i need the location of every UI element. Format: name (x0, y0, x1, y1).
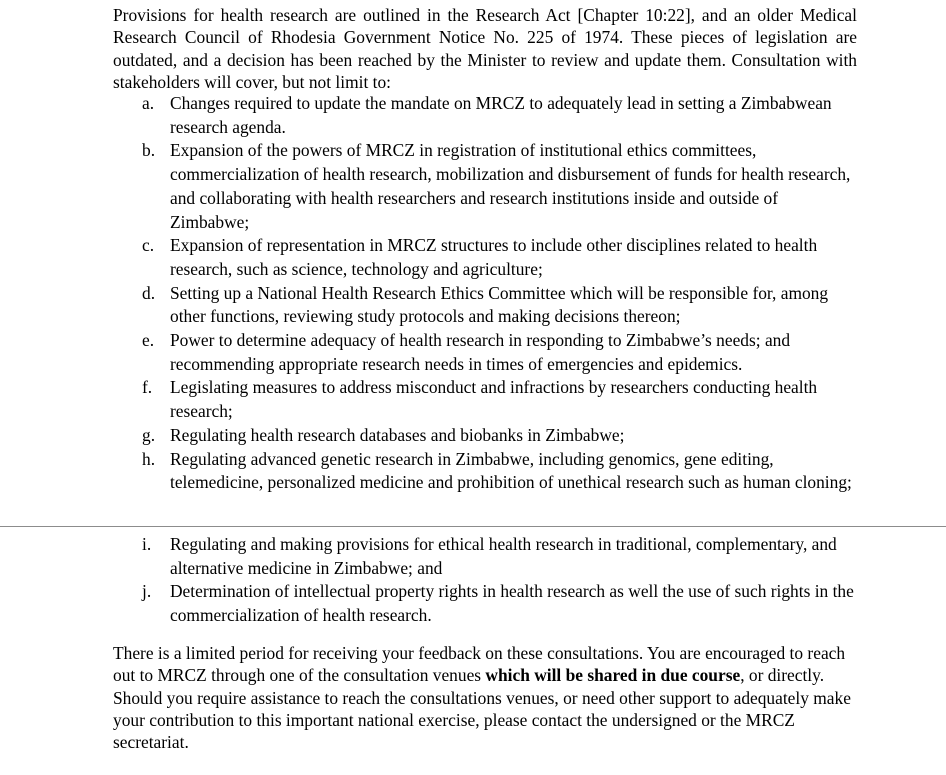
list-item (0, 376, 946, 423)
list-item (0, 139, 946, 234)
list-item-text: Regulating health research databases and biobanks in Zimbabwe; (170, 424, 625, 445)
list-item-text: Expansion of representation in MRCZ structures to include other disciplines related to health research, such as science, technology and agriculture; (170, 235, 818, 279)
list-item (0, 448, 946, 495)
page-break-divider (0, 526, 946, 527)
list-item-text: Regulating advanced genetic research in Zimbabwe, including genomics, gene editing, telemedicine, personalized medicine and prohibition of unethical research such as human cloning; (170, 448, 852, 493)
list-item-text: Power to determine adequacy of health research in responding to Zimbabwe’s needs; and recommending appropriate research needs in times of emergencies and epidemics. (170, 330, 791, 374)
list-marker: e. (142, 330, 155, 351)
list-marker: i. (142, 534, 152, 554)
list-item-text: Expansion of the powers of MRCZ in registration of institutional ethics committees, commercialization of health research, mobilization and disbursement of funds for health research, and collaborating with health researchers and research institutions inside and outside of Zimbabwe; (170, 140, 851, 232)
consultation-list-part-2 (0, 533, 946, 628)
list-item-text: Changes required to update the mandate on MRCZ to adequately lead in setting a Zimbabwean research agenda. (170, 93, 832, 137)
closing-text-start: There is a limited period for receiving your feedback on these consultations. You are encouraged to reach out to MRCZ through one of the consultation venues (113, 643, 846, 686)
list-item (0, 424, 946, 448)
list-marker: b. (142, 140, 156, 161)
closing-paragraph (113, 642, 859, 753)
closing-text-end: , or directly. Should you require assistance to reach the consultations venues, or need other support to adequately make your contribution to this important national exercise, please contact the undersigned or the MRCZ secretariat. (113, 665, 851, 753)
list-item-text: Setting up a National Health Research Ethics Committee which will be responsible for, among other functions, reviewing study protocols and making decisions thereon; (170, 282, 829, 327)
list-marker: h. (142, 448, 156, 469)
list-marker: c. (142, 235, 155, 256)
list-item-text: Determination of intellectual property rights in health research as well the use of such rights in the commercialization of health research. (170, 581, 854, 626)
closing-text-bold: which will be shared in due course (485, 665, 741, 686)
consultation-list-part-1 (0, 92, 946, 495)
list-item-text: Regulating and making provisions for ethical health research in traditional, complementary, and alternative medicine in Zimbabwe; and (170, 534, 837, 578)
list-item-text: Legislating measures to address misconduct and infractions by researchers conducting health research; (170, 377, 818, 422)
list-marker: g. (142, 424, 156, 445)
list-item (0, 329, 946, 376)
list-item (0, 533, 946, 580)
list-item (0, 234, 946, 281)
list-marker: a. (142, 93, 155, 113)
list-marker: d. (142, 282, 156, 303)
list-item (0, 580, 946, 627)
list-marker: f. (142, 377, 153, 398)
list-item (0, 92, 946, 139)
list-item (0, 282, 946, 329)
list-marker: j. (142, 581, 152, 602)
intro-paragraph: Provisions for health research are outlined in the Research Act [Chapter 10:22], and an older Medical Research Council of Rhodesia Government Notice No. 225 of 1974. These pieces of legislation are outdated, and a decision has been reached by the Minister to review and update them. Consultation with stakeholders will cover, but not limit to: (113, 5, 857, 92)
